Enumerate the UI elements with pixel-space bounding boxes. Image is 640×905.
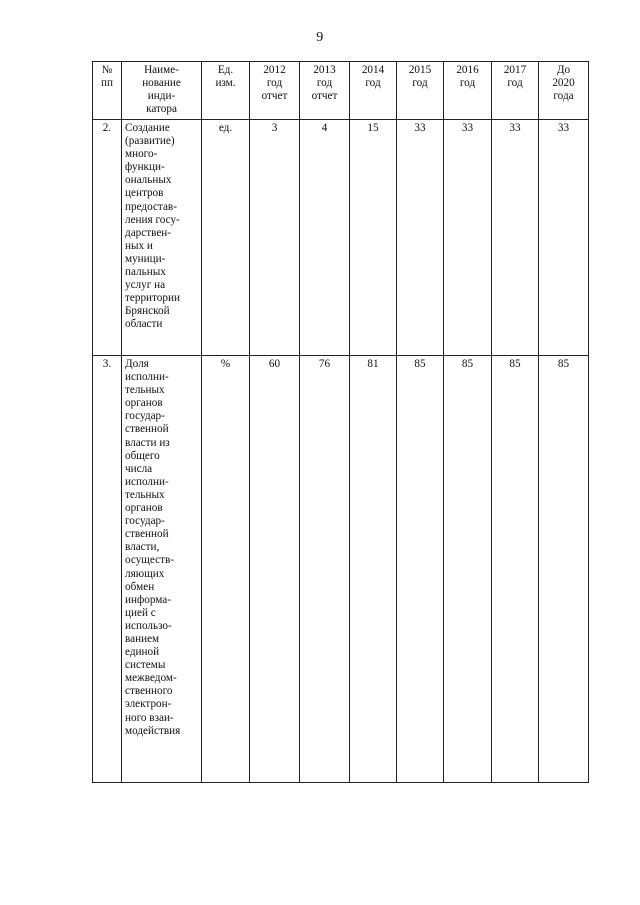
text-line: услуг на (125, 279, 166, 292)
text-line: (развитие) (125, 135, 175, 148)
text-line: государ- (125, 410, 165, 423)
text-line: Создание (125, 122, 170, 134)
cell-2020: 85 (539, 356, 589, 783)
text-line: межведом- (125, 672, 177, 685)
cell-indicator-name (122, 356, 202, 783)
cell-2015: 85 (397, 356, 444, 783)
text-line: ванием (125, 632, 160, 645)
text-line: муници- (125, 252, 166, 265)
text-line: обмен (125, 580, 155, 593)
table-row (93, 356, 589, 783)
header-unit: Ед. изм. (202, 62, 250, 120)
text-line: числа (125, 462, 153, 475)
text-line: единой (125, 646, 160, 659)
text-line: органов (125, 397, 163, 410)
header-num: № пп (93, 62, 122, 120)
cell-unit: ед. (202, 120, 250, 356)
cell-2013: 76 (300, 356, 350, 783)
text-line: Брянской (125, 305, 170, 318)
text-line: тельных (125, 384, 165, 397)
text-line: власти, (125, 541, 160, 554)
text-line: пальных (125, 266, 166, 279)
cell-2016: 33 (444, 120, 492, 356)
text-line: государ- (125, 515, 165, 528)
header-2015: 2015 год (397, 62, 444, 120)
text-line: электрон- (125, 698, 172, 711)
text-line: дарствен- (125, 226, 172, 239)
cell-2012: 3 (250, 120, 300, 356)
header-2020: До 2020 года (539, 62, 589, 120)
cell-2014: 15 (350, 120, 397, 356)
indicators-table (92, 61, 589, 783)
text-line: власти из (125, 436, 170, 449)
text-line: ления госу- (125, 213, 180, 226)
cell-indicator-name (122, 120, 202, 356)
text-line: ного взаи- (125, 711, 174, 724)
header-2017: 2017 год (492, 62, 539, 120)
text-line: ственного (125, 685, 173, 698)
header-2013: 2013 год отчет (300, 62, 350, 120)
cell-2012: 60 (250, 356, 300, 783)
page-number: 9 (316, 30, 324, 45)
text-line: ственной (125, 528, 169, 541)
text-line: использо- (125, 619, 172, 632)
text-line: исполни- (125, 475, 169, 488)
cell-num: 3. (93, 356, 122, 783)
header-2014: 2014 год (350, 62, 397, 120)
text-line: системы (125, 659, 166, 672)
header-2012: 2012 год отчет (250, 62, 300, 120)
header-name: Наиме- нование инди- катора (122, 62, 202, 120)
text-line: центров (125, 187, 164, 200)
cell-2017: 33 (492, 120, 539, 356)
text-line: функци- (125, 161, 165, 174)
cell-2016: 85 (444, 356, 492, 783)
text-line: осуществ- (125, 554, 175, 567)
cell-2017: 85 (492, 356, 539, 783)
text-line: информа- (125, 593, 171, 606)
cell-num: 2. (93, 120, 122, 356)
cell-unit: % (202, 356, 250, 783)
text-line: органов (125, 502, 163, 515)
text-line: цией с (125, 606, 156, 619)
text-line: исполни- (125, 371, 169, 384)
text-line: Доля (125, 358, 149, 370)
text-line: тельных (125, 488, 165, 501)
table-header-row (93, 62, 589, 120)
header-2016: 2016 год (444, 62, 492, 120)
text-line: ственной (125, 423, 169, 436)
text-line: модействия (125, 724, 181, 737)
text-line: ных и (125, 239, 153, 252)
text-line: области (125, 318, 163, 331)
text-line: ляющих (125, 567, 165, 580)
text-line: территории (125, 292, 180, 305)
cell-2014: 81 (350, 356, 397, 783)
cell-2020: 33 (539, 120, 589, 356)
cell-2015: 33 (397, 120, 444, 356)
text-line: ональных (125, 174, 172, 187)
cell-2013: 4 (300, 120, 350, 356)
text-line: общего (125, 449, 160, 462)
table-row (93, 120, 589, 356)
text-line: предостав- (125, 200, 177, 213)
text-line: много- (125, 148, 158, 161)
